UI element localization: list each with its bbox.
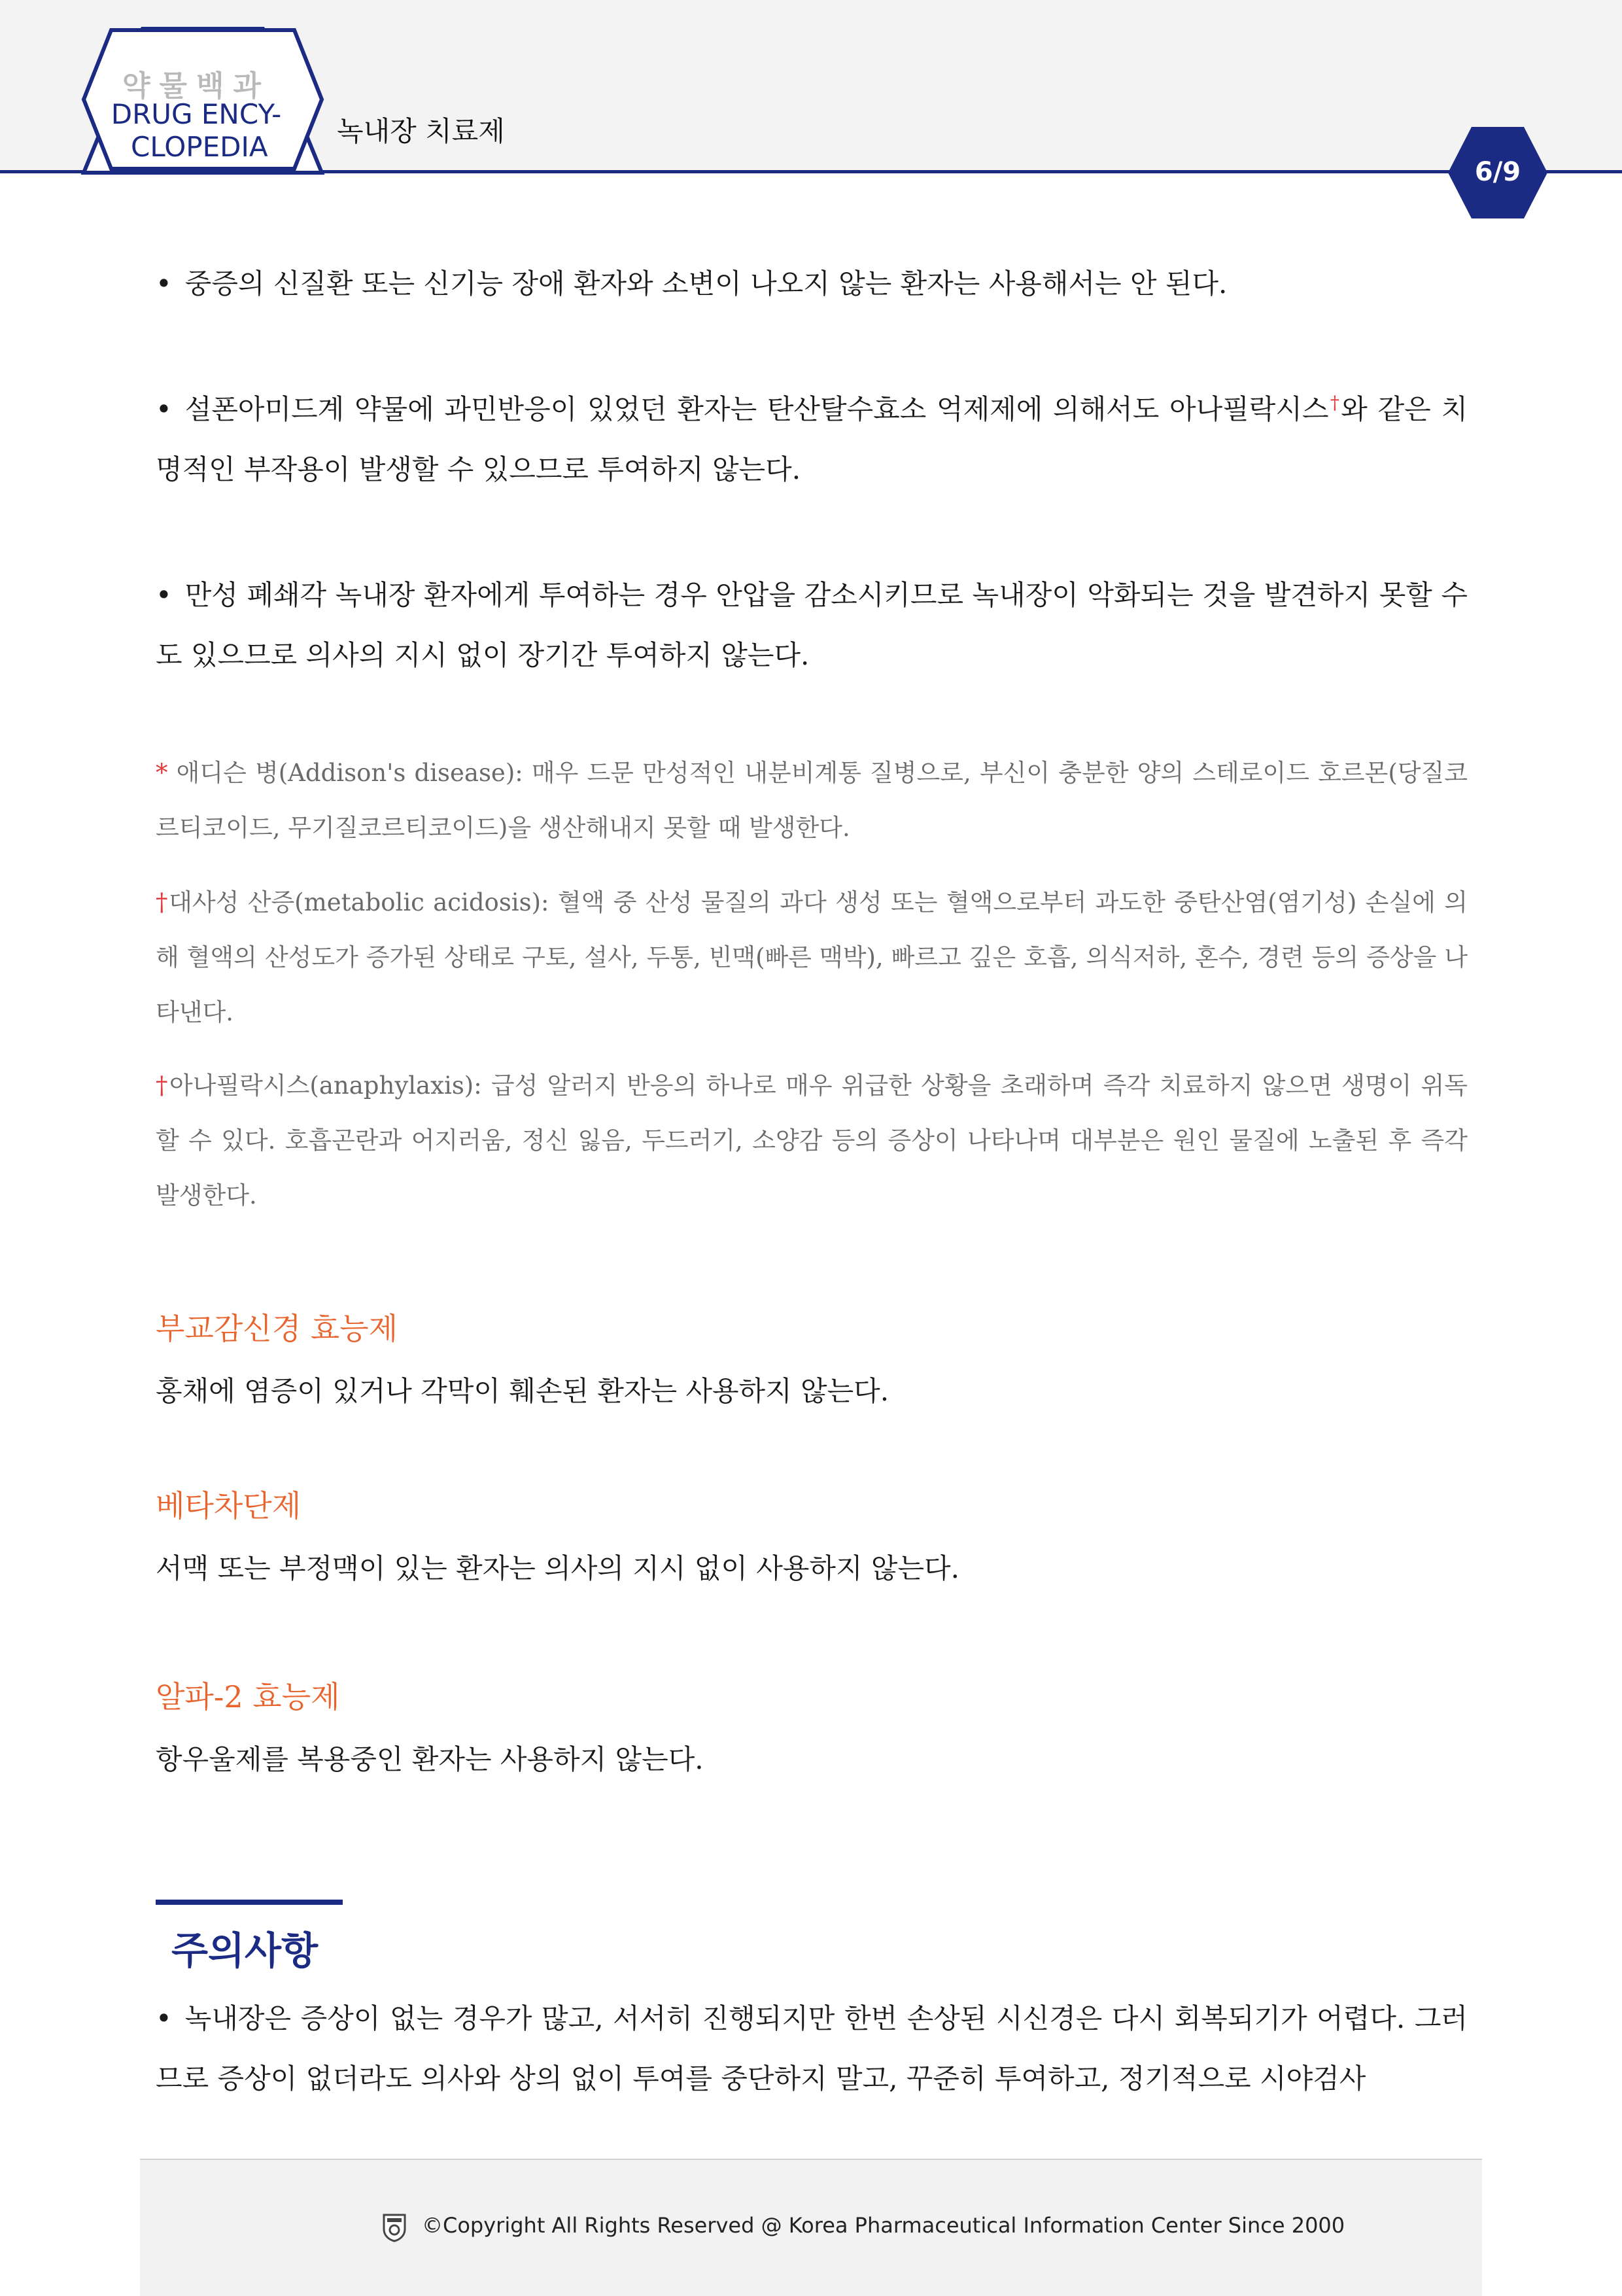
footnote-text: 대사성 산증(metabolic acidosis): 혈액 중 산성 물질의 과다 생성 또는 혈액으로부터 과도한 중탄산염(염기성) 손실에 의해 혈액의 산성도가 증가된 상태로 구토, 설사, 두통, 빈맥(빠른 맥박), 빠르고 깊은 호흡, 의식저하, 혼수, 경련 등의 증상을 나타낸다.: [156, 888, 1468, 1026]
bullet-paragraph-3: [156, 565, 1468, 686]
footnote-addison: [156, 746, 1468, 856]
document-title: 녹내장 치료제: [337, 115, 505, 147]
bullet-paragraph-2: [156, 373, 1468, 500]
caution-text: 녹내장은 증상이 없는 경우가 많고, 서서히 진행되지만 한번 손상된 시신경은 다시 회복되기가 어렵다. 그러므로 증상이 없더라도 의사와 상의 없이 투여를 중단하지 말고, 꾸준히 투여하고, 정기적으로 시야검사: [156, 2002, 1468, 2095]
kpic-emblem-icon: [381, 2212, 407, 2242]
caution-title-bar: [156, 1900, 343, 1905]
bullet-icon: •: [156, 2002, 172, 2034]
section-text-parasympathetic: 홍채에 염증이 있거나 각막이 훼손된 환자는 사용하지 않는다.: [156, 1375, 889, 1407]
bullet-text: 만성 폐쇄각 녹내장 환자에게 투여하는 경우 안압을 감소시키므로 녹내장이 악화되는 것을 발견하지 못할 수도 있으므로 의사의 지시 없이 장기간 투여하지 않는다.: [156, 579, 1468, 671]
section-text-alpha2: 항우울제를 복용중인 환자는 사용하지 않는다.: [156, 1743, 704, 1775]
footnote-text: 애디슨 병(Addison's disease): 매우 드문 만성적인 내분비계통 질병으로, 부신이 충분한 양의 스테로이드 호르몬(당질코르티코이드, 무기질코르티코이드)을 생산해내지 못할 때 발생한다.: [156, 759, 1468, 842]
bullet-text: 설폰아미드계 약물에 과민반응이 있었던 환자는 탄산탈수효소 억제제에 의해서도 아나필락시스: [184, 393, 1329, 425]
section-text-beta-blocker: 서맥 또는 부정맥이 있는 환자는 의사의 지시 없이 사용하지 않는다.: [156, 1552, 959, 1584]
page-number: 6/9: [1474, 157, 1521, 187]
footnote-asterisk: *: [156, 759, 168, 787]
bullet-icon: •: [156, 393, 172, 425]
bullet-icon: •: [156, 268, 172, 300]
footnote-dagger: †: [156, 888, 169, 916]
logo-english-line1: DRUG ENCY-: [111, 98, 282, 130]
logo-english-line2: CLOPEDIA: [131, 131, 268, 163]
bullet-paragraph-1: [156, 254, 1468, 314]
bullet-text-continued: 와 같은 치명적인 부작용이 발생할 수 있으므로 투여하지 않는다.: [156, 393, 1468, 485]
caution-title: 주의사항: [171, 1928, 319, 1973]
section-heading-parasympathetic: 부교감신경 효능제: [156, 1311, 398, 1346]
bullet-icon: •: [156, 579, 172, 611]
footnote-metabolic-acidosis: [156, 875, 1468, 1040]
logo-korean-text: 약물백과: [122, 69, 270, 103]
footnote-anaphylaxis: [156, 1058, 1468, 1223]
footnote-dagger: †: [156, 1071, 169, 1100]
section-heading-beta-blocker: 베타차단제: [156, 1488, 302, 1523]
caution-paragraph: [156, 1989, 1468, 2109]
section-heading-alpha2: 알파-2 효능제: [156, 1679, 340, 1714]
footnote-text: 아나필락시스(anaphylaxis): 급성 알러지 반응의 하나로 매우 위급한 상황을 초래하며 즉각 치료하지 않으면 생명이 위독할 수 있다. 호흡곤란과 어지러움, 정신 잃음, 두드러기, 소양감 등의 증상이 나타나며 대부분은 원인 물질에 노출된 후 즉각 발생한다.: [156, 1071, 1468, 1209]
footnote-dagger: †: [1328, 392, 1341, 413]
bullet-text: 중증의 신질환 또는 신기능 장애 환자와 소변이 나오지 않는 환자는 사용해서는 안 된다.: [184, 268, 1228, 300]
footer-copyright: ©Copyright All Rights Reserved @ Korea Pharmaceutical Information Center Since 2000: [422, 2213, 1345, 2238]
